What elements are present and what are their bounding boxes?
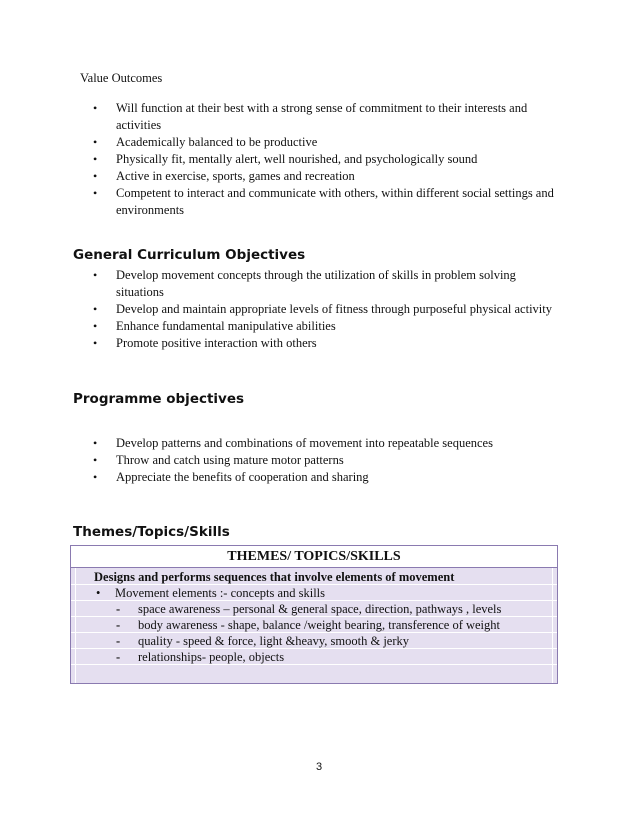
bullet-icon: • <box>93 436 98 450</box>
bullet-icon: • <box>93 268 98 282</box>
bullet-icon: • <box>93 302 98 316</box>
dash-icon: - <box>116 650 121 664</box>
list-item: • Physically fit, mentally alert, well nourished, and psychologically sound <box>93 152 478 166</box>
list-item-continuation: activities <box>116 118 162 132</box>
bullet-icon: • <box>93 101 98 115</box>
themes-table <box>70 545 558 684</box>
list-item: • Throw and catch using mature motor patterns <box>93 453 344 467</box>
sub-item: - body awareness - shape, balance /weight bearing, transference of weight <box>116 618 500 632</box>
theme-bullet: • Movement elements :- concepts and skills <box>96 586 326 600</box>
bullet-icon: • <box>93 470 98 484</box>
list-item: • Promote positive interaction with others <box>93 336 317 350</box>
sub-item: - space awareness – personal & general space, direction, pathways , levels <box>116 602 502 616</box>
sub-item: - relationships- people, objects <box>116 650 285 664</box>
programme-objectives-heading: Programme objectives <box>73 391 245 407</box>
page-number: 3 <box>315 761 323 773</box>
list-item: • Develop and maintain appropriate levels of fitness through purposeful physical activity <box>93 302 552 316</box>
value-outcomes-title: Value Outcomes <box>80 71 163 85</box>
programme-objectives-list <box>93 435 563 486</box>
bullet-icon: • <box>93 169 98 183</box>
list-item: • Appreciate the benefits of cooperation and sharing <box>93 470 369 484</box>
list-item-continuation: situations <box>116 285 164 299</box>
grid-line <box>75 568 76 683</box>
themes-table-body <box>71 568 557 683</box>
value-outcomes-list <box>93 100 563 219</box>
bullet-icon: • <box>93 453 98 467</box>
bullet-icon: • <box>96 586 101 600</box>
grid-line <box>552 568 553 683</box>
dash-icon: - <box>116 618 121 632</box>
list-item: • Academically balanced to be productive <box>93 135 318 149</box>
themes-table-header: THEMES/ TOPICS/SKILLS <box>71 546 557 568</box>
themes-heading: Themes/Topics/Skills <box>73 524 230 540</box>
bullet-icon: • <box>93 319 98 333</box>
general-objectives-list <box>93 267 563 352</box>
bullet-icon: • <box>93 152 98 166</box>
list-item: • Enhance fundamental manipulative abilities <box>93 319 336 333</box>
bullet-icon: • <box>93 336 98 350</box>
list-item: • Competent to interact and communicate with others, within different social settings and <box>93 186 554 200</box>
list-item: • Will function at their best with a strong sense of commitment to their interests and <box>93 101 528 115</box>
list-item-continuation: environments <box>116 203 185 217</box>
theme-title: Designs and performs sequences that involve elements of movement <box>94 570 455 584</box>
list-item: • Develop patterns and combinations of movement into repeatable sequences <box>93 436 493 450</box>
list-item: • Develop movement concepts through the utilization of skills in problem solving <box>93 268 516 282</box>
bullet-icon: • <box>93 135 98 149</box>
list-item: • Active in exercise, sports, games and recreation <box>93 169 355 183</box>
themes-content <box>94 569 501 665</box>
dash-icon: - <box>116 634 121 648</box>
general-objectives-heading: General Curriculum Objectives <box>73 247 306 263</box>
dash-icon: - <box>116 602 121 616</box>
bullet-icon: • <box>93 186 98 200</box>
sub-item: - quality - speed & force, light &heavy, smooth & jerky <box>116 634 410 648</box>
